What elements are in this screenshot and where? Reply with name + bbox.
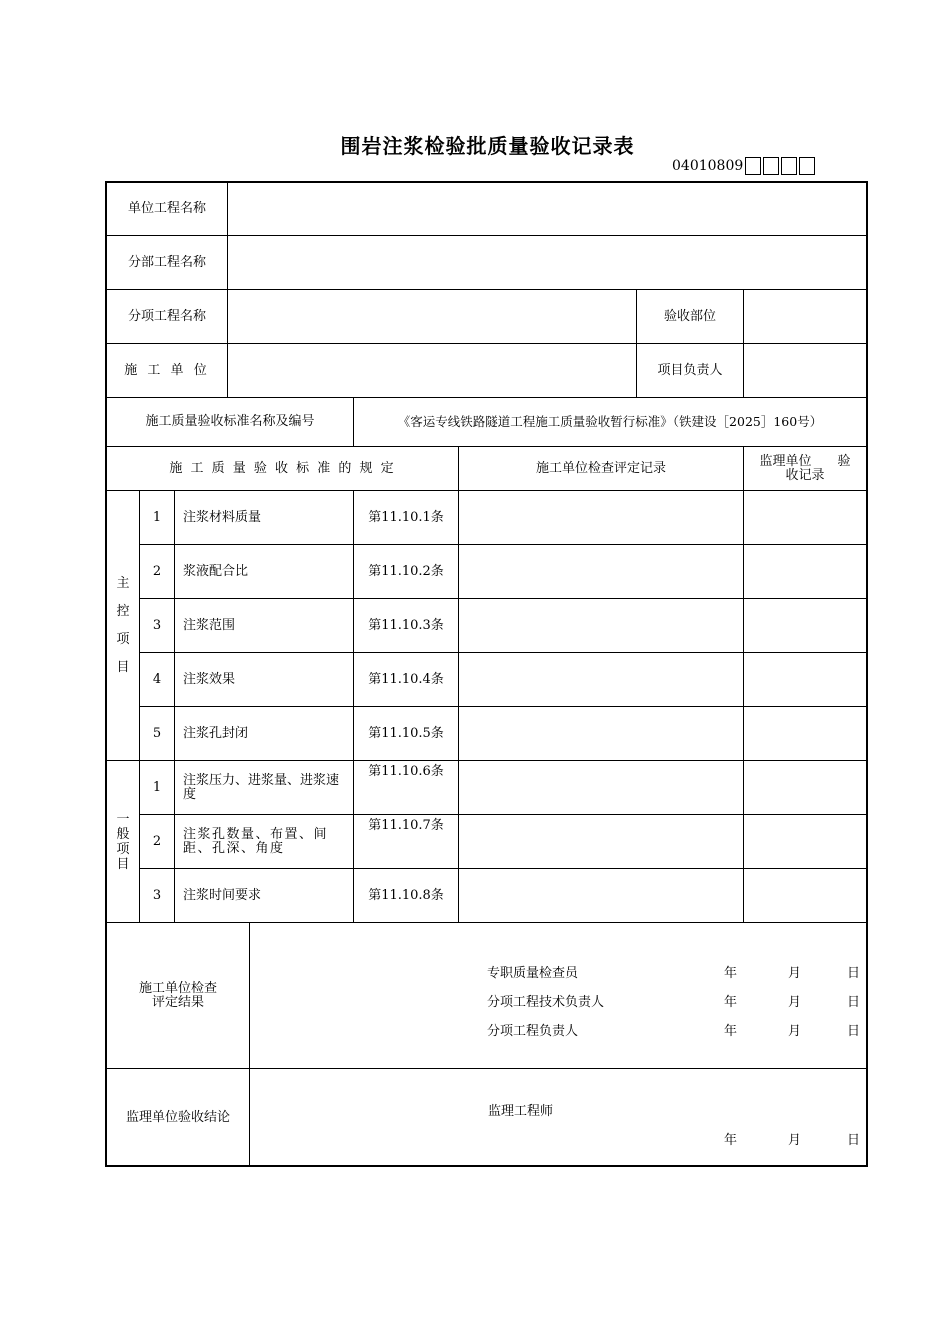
general-items-label xyxy=(107,761,139,922)
construction-record-cell[interactable] xyxy=(459,653,743,706)
project-leader-label: 项目负责人 xyxy=(657,362,723,378)
standard-label: 施工质量验收标准名称及编号 xyxy=(145,414,315,429)
main-control-label xyxy=(107,491,139,760)
item-clause: 第11.10.5条 xyxy=(368,725,444,741)
month-label: 月 xyxy=(788,966,802,981)
year-label: 年 xyxy=(724,1133,738,1148)
unit-project-label: 单位工程名称 xyxy=(127,201,206,216)
col-divider xyxy=(174,490,175,922)
construction-record-cell[interactable] xyxy=(459,815,743,868)
item-name: 注浆孔封闭 xyxy=(183,725,249,741)
main-control-char: 主 xyxy=(116,575,130,591)
technical-leader-label: 分项工程技术负责人 xyxy=(487,995,605,1010)
general-items-char: 项 xyxy=(116,841,130,857)
supervision-record-cell[interactable] xyxy=(744,707,866,760)
item-number: 3 xyxy=(152,887,162,903)
item-name: 注浆时间要求 xyxy=(183,887,262,903)
main-control-char: 目 xyxy=(116,659,130,675)
item-clause: 第11.10.3条 xyxy=(368,617,444,633)
construction-record-cell[interactable] xyxy=(459,545,743,598)
item-number: 3 xyxy=(152,617,162,633)
item-number: 2 xyxy=(152,563,162,579)
construction-result-label xyxy=(107,923,249,1068)
construction-record-cell[interactable] xyxy=(459,599,743,652)
supervision-record-header xyxy=(744,447,866,490)
code-box[interactable] xyxy=(781,157,797,175)
supervision-record-cell[interactable] xyxy=(744,491,866,544)
supervision-record-cell[interactable] xyxy=(744,599,866,652)
year-label: 年 xyxy=(724,995,738,1010)
construction-unit-field[interactable] xyxy=(228,344,636,397)
construction-result-line1: 施工单位检查 xyxy=(138,980,217,996)
item-clause: 第11.10.4条 xyxy=(368,671,444,687)
general-items-char: 目 xyxy=(116,856,130,872)
form-title: 围岩注浆检验批质量验收记录表 xyxy=(340,134,635,158)
month-label: 月 xyxy=(788,1133,802,1148)
subitem-leader-label: 分项工程负责人 xyxy=(487,1024,579,1039)
item-clause: 第11.10.8条 xyxy=(368,887,444,903)
month-label: 月 xyxy=(788,1024,802,1039)
construction-unit-label: 施 工 单 位 xyxy=(124,362,210,378)
day-label: 日 xyxy=(847,995,861,1010)
general-items-char: 一 xyxy=(116,811,130,827)
construction-record-cell[interactable] xyxy=(459,707,743,760)
item-name: 注浆孔数量、布置、间距、孔深、角度 xyxy=(183,826,329,856)
subitem-project-field[interactable] xyxy=(228,290,636,343)
year-label: 年 xyxy=(724,966,738,981)
supervision-record-line2: 收记录 xyxy=(785,467,825,483)
supervision-record-cell[interactable] xyxy=(744,869,866,922)
division-project-label: 分部工程名称 xyxy=(127,254,206,270)
item-number: 2 xyxy=(152,833,162,849)
acceptance-part-label: 验收部位 xyxy=(663,308,716,324)
supervision-record-cell[interactable] xyxy=(744,653,866,706)
item-name: 注浆范围 xyxy=(183,617,236,633)
item-number: 4 xyxy=(152,671,162,687)
construction-record-cell[interactable] xyxy=(459,491,743,544)
item-clause: 第11.10.6条 xyxy=(368,764,444,779)
standard-value: 《客运专线铁路隧道工程施工质量验收暂行标准》（铁建设［2025］160号） xyxy=(397,414,823,429)
supervision-record-cell[interactable] xyxy=(744,815,866,868)
main-control-char: 项 xyxy=(116,631,130,647)
acceptance-part-field[interactable] xyxy=(744,290,866,343)
construction-result-line2: 评定结果 xyxy=(151,994,204,1010)
supervision-engineer-label: 监理工程师 xyxy=(488,1104,554,1119)
supervision-record-cell[interactable] xyxy=(744,761,866,814)
acceptance-form xyxy=(105,181,868,1167)
general-items-char: 般 xyxy=(116,826,130,842)
main-control-char: 控 xyxy=(116,603,130,619)
unit-project-field[interactable] xyxy=(228,183,866,235)
item-name: 注浆压力、进浆量、进浆速度 xyxy=(183,772,340,802)
project-leader-field[interactable] xyxy=(744,344,866,397)
item-number: 5 xyxy=(152,725,162,741)
col-divider xyxy=(249,922,250,1167)
month-label: 月 xyxy=(788,995,802,1010)
subitem-project-label: 分项工程名称 xyxy=(127,308,206,324)
item-name: 浆液配合比 xyxy=(183,563,249,579)
code-box[interactable] xyxy=(763,157,779,175)
quality-inspector-label: 专职质量检查员 xyxy=(487,966,579,981)
division-project-field[interactable] xyxy=(228,236,866,289)
item-number: 1 xyxy=(152,509,162,525)
item-clause: 第11.10.7条 xyxy=(368,818,444,833)
construction-record-cell[interactable] xyxy=(459,869,743,922)
item-number: 1 xyxy=(152,779,162,795)
item-clause: 第11.10.2条 xyxy=(368,563,444,579)
item-name: 注浆效果 xyxy=(183,671,236,687)
day-label: 日 xyxy=(847,966,861,981)
code-box[interactable] xyxy=(745,157,761,175)
construction-record-header: 施工单位检查评定记录 xyxy=(535,460,666,476)
year-label: 年 xyxy=(724,1024,738,1039)
supervision-record-line1: 监理单位 验 xyxy=(759,453,851,469)
day-label: 日 xyxy=(847,1133,861,1148)
code-box[interactable] xyxy=(799,157,815,175)
supervision-record-cell[interactable] xyxy=(744,545,866,598)
construction-record-cell[interactable] xyxy=(459,761,743,814)
supervision-conclusion-label: 监理单位验收结论 xyxy=(125,1110,230,1125)
form-code xyxy=(672,157,815,175)
item-name: 注浆材料质量 xyxy=(183,509,262,525)
day-label: 日 xyxy=(847,1024,861,1039)
standard-rules-header: 施 工 质 量 验 收 标 准 的 规 定 xyxy=(169,460,396,476)
form-code-number: 04010809 xyxy=(672,158,744,174)
item-clause: 第11.10.1条 xyxy=(368,509,444,525)
